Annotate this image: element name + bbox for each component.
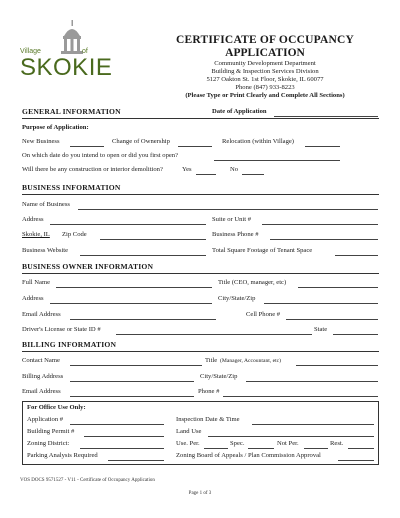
section-business-heading: BUSINESS INFORMATION (22, 183, 121, 192)
suite-label: Suite or Unit # (212, 216, 252, 223)
suite-field[interactable] (262, 224, 378, 225)
office-address: 5127 Oakton St. 1st Floor, Skokie, IL 60077 (206, 76, 324, 83)
section-billing-heading: BILLING INFORMATION (22, 340, 117, 349)
parking-analysis-label: Parking Analysis Required (27, 452, 98, 459)
owner-cell-field[interactable] (286, 319, 378, 320)
zip-field[interactable] (100, 239, 206, 240)
date-of-application-label: Date of Application (212, 108, 267, 115)
not-per-field[interactable] (304, 448, 328, 449)
date-of-application-field[interactable] (274, 116, 378, 117)
form-instruction: (Please Type or Print Clearly and Complete All Sections) (185, 92, 345, 99)
section-general-heading: GENERAL INFORMATION (22, 107, 121, 116)
spec-label: Spec. (230, 440, 245, 447)
section-divider (22, 273, 379, 274)
business-address-field[interactable] (50, 224, 206, 225)
inspection-date-label: Inspection Date & Time (176, 416, 240, 423)
demolition-yes-label: Yes (182, 166, 192, 173)
zoning-district-label: Zoning District: (27, 440, 70, 447)
demolition-question: Will there be any construction or interior demolition? (22, 166, 163, 173)
new-business-label: New Business (22, 138, 60, 145)
parking-analysis-field[interactable] (108, 460, 164, 461)
owner-address-label: Address (22, 295, 44, 302)
purpose-label: Purpose of Application: (22, 124, 89, 131)
owner-email-label: Email Address (22, 311, 61, 318)
business-phone-label: Business Phone # (212, 231, 259, 238)
square-footage-field[interactable] (335, 255, 378, 256)
document-id: VOS DOCS 9571527 - V11 - Certificate of Occupancy Application (20, 478, 155, 483)
village-logo (20, 20, 128, 80)
owner-city-field[interactable] (264, 303, 378, 304)
billing-city-field[interactable] (246, 381, 378, 382)
section-owner-heading: BUSINESS OWNER INFORMATION (22, 262, 154, 271)
logo-village-text: Village (20, 48, 41, 55)
billing-contact-field[interactable] (70, 365, 202, 366)
license-state-label: State (314, 326, 328, 333)
billing-title-field[interactable] (296, 365, 378, 366)
open-date-field[interactable] (214, 160, 340, 161)
inspection-date-field[interactable] (252, 424, 374, 425)
owner-name-field[interactable] (56, 287, 212, 288)
owner-title-label: Title (CEO, manager, etc) (218, 279, 287, 286)
spec-field[interactable] (248, 448, 274, 449)
not-per-label: Not Per. (277, 440, 299, 447)
land-use-label: Land Use (176, 428, 202, 435)
department-name: Community Development Department (214, 60, 316, 67)
use-per-field[interactable] (204, 448, 228, 449)
section-divider (22, 351, 379, 352)
business-website-field[interactable] (80, 255, 206, 256)
building-permit-label: Building Permit # (27, 428, 75, 435)
change-ownership-label: Change of Ownership (112, 138, 170, 145)
demolition-yes-field[interactable] (196, 174, 216, 175)
zoning-district-field[interactable] (80, 448, 164, 449)
building-permit-field[interactable] (84, 436, 164, 437)
land-use-field[interactable] (208, 436, 374, 437)
page-number: Page 1 of 3 (188, 491, 212, 496)
business-name-label: Name of Business (22, 201, 70, 208)
business-city-text: Skokie, IL (22, 231, 50, 238)
relocation-label: Relocation (within Village) (222, 138, 294, 145)
relocation-field[interactable] (305, 146, 340, 147)
billing-address-label: Billing Address (22, 373, 64, 380)
zip-label: Zip Code (62, 231, 87, 238)
division-name: Building & Inspection Services Division (211, 68, 319, 75)
application-number-field[interactable] (70, 424, 164, 425)
billing-title-hint: (Manager, Accountant, etc) (220, 358, 281, 364)
new-business-field[interactable] (70, 146, 104, 147)
office-use-heading: For Office Use Only: (27, 404, 86, 411)
billing-phone-field[interactable] (223, 396, 378, 397)
change-ownership-field[interactable] (178, 146, 212, 147)
billing-city-label: City/State/Zip (200, 373, 238, 380)
section-divider (22, 118, 379, 119)
demolition-no-field[interactable] (242, 174, 264, 175)
business-name-field[interactable] (78, 209, 378, 210)
business-phone-field[interactable] (270, 239, 378, 240)
application-number-label: Application # (27, 416, 64, 423)
rest-field[interactable] (348, 448, 374, 449)
license-field[interactable] (116, 334, 312, 335)
billing-contact-label: Contact Name (22, 357, 60, 364)
billing-phone-label: Phone # (198, 388, 220, 395)
demolition-no-label: No (230, 166, 239, 173)
zoning-board-field[interactable] (338, 460, 374, 461)
rest-label: Rest. (330, 440, 344, 447)
license-state-field[interactable] (333, 334, 378, 335)
business-website-label: Business Website (22, 247, 69, 254)
owner-email-field[interactable] (70, 319, 216, 320)
village-hall-icon (48, 20, 98, 54)
open-date-question: On which date do you intend to open or did you first open? (22, 152, 179, 159)
form-title-line2: APPLICATION (225, 47, 305, 59)
billing-email-label: Email Address (22, 388, 61, 395)
use-per-label: Use. Per. (176, 440, 200, 447)
section-divider (22, 194, 379, 195)
logo-of-text: of (82, 48, 88, 55)
license-label: Driver's License or State ID # (22, 326, 101, 333)
square-footage-label: Total Square Footage of Tenant Space (212, 247, 313, 254)
zoning-board-label: Zoning Board of Appeals / Plan Commission Approval (176, 452, 321, 459)
office-phone: Phone (847) 933-8223 (235, 84, 295, 91)
logo-skokie-text: SKOKIE (20, 54, 113, 81)
billing-email-field[interactable] (70, 396, 194, 397)
billing-address-field[interactable] (70, 381, 194, 382)
owner-cell-label: Cell Phone # (246, 311, 281, 318)
business-address-label: Address (22, 216, 44, 223)
owner-title-field[interactable] (298, 287, 378, 288)
owner-city-label: City/State/Zip (218, 295, 256, 302)
form-title-line1: CERTIFICATE OF OCCUPANCY (176, 34, 354, 46)
billing-title-label: Title (205, 357, 218, 364)
owner-name-label: Full Name (22, 279, 51, 286)
owner-address-field[interactable] (50, 303, 212, 304)
